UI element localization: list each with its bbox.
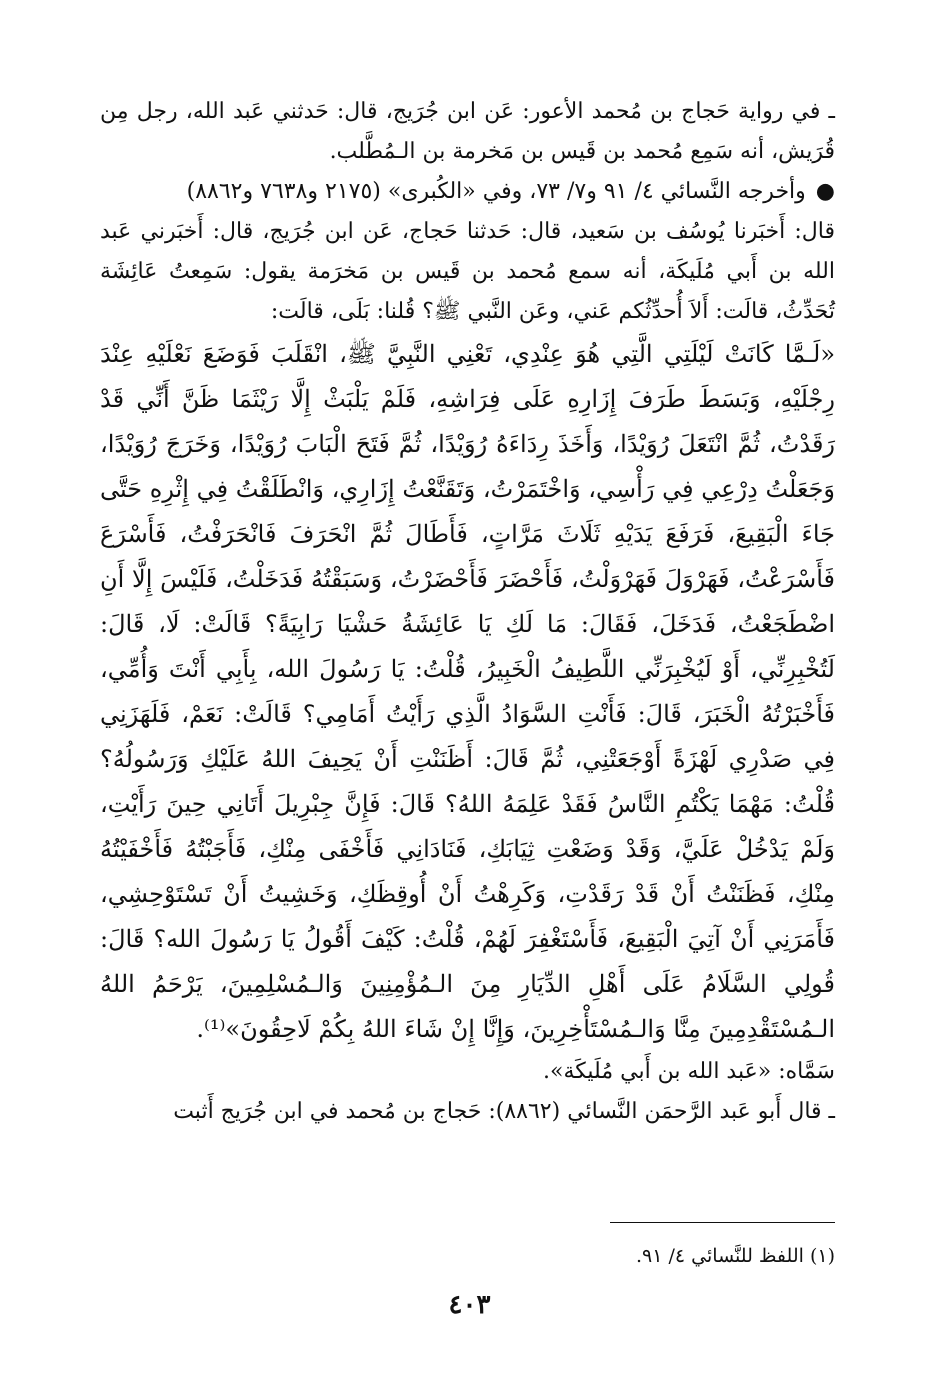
- paragraph-takhrij: [100, 172, 835, 212]
- riwaya-text: ـ في رواية حَجاج بن مُحمد الأعور: عَن ابن جُرَيج، قال: حَدثني عَبد الله، رجل مِن قُرَيش، أنه سَمِع مُحمد بن قَيس بن مَخرمة بن الـمُطَّلب.: [100, 99, 835, 164]
- main-text: [100, 92, 835, 1132]
- paragraph-qal-abu-abd: [100, 1092, 835, 1132]
- page-number: ٤٠٣: [448, 1290, 491, 1320]
- paragraph-matn: [100, 332, 835, 1052]
- bullet-icon: ●: [815, 179, 835, 204]
- matn-text: «لَـمَّا كَانَتْ لَيْلَتِي الَّتِي هُوَ عِنْدِي، تَعْنِي النَّبِيَّ ﷺ، انْقَلَبَ فَوَضَعَ نَعْلَيْهِ عِنْدَ رِجْلَيْهِ، وَبَسَطَ طَرَفَ إِزَارِهِ عَلَى فِرَاشِهِ، فَلَمْ يَلْبَثْ إِلَّا رَيْثَمَا ظَنَّ أَنِّي قَدْ رَقَدْتُ، ثُمَّ انْتَعَلَ رُوَيْدًا، وَأَخَذَ رِدَاءَهُ رُوَيْدًا، ثُمَّ فَتَحَ الْبَابَ رُوَيْدًا، وَخَرَجَ رُوَيْدًا، وَجَعَلْتُ دِرْعِي فِي رَأْسِي، وَاخْتَمَرْتُ، وَتَقَنَّعْتُ إِزَارِي، وَانْطَلَقْتُ فِي إِثْرِهِ حَتَّى جَاءَ الْبَقِيعَ، فَرَفَعَ يَدَيْهِ ثَلَاثَ مَرَّاتٍ، فَأَطَالَ ثُمَّ انْحَرَفَ فَانْحَرَفْتُ، فَأَسْرَعَ فَأَسْرَعْتُ، فَهَرْوَلَ فَهَرْوَلْتُ، فَأَحْضَرَ فَأَحْضَرْتُ، وَسَبَقْتُهُ فَدَخَلْتُ، فَلَيْسَ إِلَّا أَنِ اضْطَجَعْتُ، فَدَخَلَ، فَقَالَ: مَا لَكِ يَا عَائِشَةُ حَشْيَا رَابِيَةً؟ قَالَتْ: لَا، قَالَ: لَتُخْبِرِنِّي، أَوْ لَيُخْبِرَنِّي اللَّطِيفُ الْخَبِيرُ، قُلْتُ: يَا رَسُولَ الله، بِأَبِي أَنْتَ وَأُمِّي، فَأَخْبَرْتُهُ الْخَبَرَ، قَالَ: فَأَنْتِ السَّوَادُ الَّذِي رَأَيْتُ أَمَامِي؟ قَالَتْ: نَعَمْ، فَلَهَزَنِي فِي صَدْرِي لَهْزَةً أَوْجَعَتْنِي، ثُمَّ قَالَ: أَظَنَنْتِ أَنْ يَحِيفَ اللهُ عَلَيْكِ وَرَسُولُهُ؟ قُلْتُ: مَهْمَا يَكْتُمِ النَّاسُ فَقَدْ عَلِمَهُ اللهُ؟ قَالَ: فَإِنَّ جِبْرِيلَ أَتَانِي حِينَ رَأَيْتِ، وَلَمْ يَدْخُلْ عَلَيَّ، وَقَدْ وَضَعْتِ ثِيَابَكِ، فَنَادَانِي فَأَخْفَى مِنْكِ، فَأَجَبْتُهُ فَأَخْفَيْتُهُ مِنْكِ، فَظَنَنْتُ أَنْ قَدْ رَقَدْتِ، وَكَرِهْتُ أَنْ أُوقِظَكِ، وَخَشِيتُ أَنْ تَسْتَوْحِشِي، فَأَمَرَنِي أَنْ آتِيَ الْبَقِيعَ، فَأَسْتَغْفِرَ لَهُمْ، قُلْتُ: كَيْفَ أَقُولُ يَا رَسُولَ الله؟ قَالَ: قُولِي السَّلَامُ عَلَى أَهْلِ الدِّيَارِ مِنَ الـمُؤْمِنِينَ وَالـمُسْلِمِينَ، يَرْحَمُ اللهُ الـمُسْتَقْدِمِينَ مِنَّا وَالـمُسْتَأْخِرِينَ، وَإِنَّا إِنْ شَاءَ اللهُ بِكُمْ لَاحِقُونَ»⁽¹⁾.: [100, 340, 835, 1043]
- paragraph-riwaya: [100, 92, 835, 172]
- paragraph-isnad: [100, 212, 835, 332]
- qal-abu-abd-text: ـ قال أَبو عَبد الرَّحمَن النَّسائي (٨٨٦٢): حَجاج بن مُحمد في ابن جُرَيج أَثبت: [173, 1099, 835, 1124]
- footnote-divider: [610, 1222, 835, 1223]
- takhrij-text: وأخرجه النَّسائي ٤/ ٩١ و٧/ ٧٣، وفي «الكُبرى» (٢١٧٥ و٧٦٣٨ و٨٨٦٢): [186, 179, 806, 204]
- footnote: (١) اللفظ للنَّسائي ٤/ ٩١.: [636, 1245, 835, 1267]
- sammah-text: سَمَّاه: «عَبد الله بن أَبي مُلَيكَة».: [543, 1059, 835, 1084]
- isnad-text: قال: أَخبَرنا يُوسُف بن سَعيد، قال: حَدثنا حَجاج، عَن ابن جُرَيج، قال: أَخبَرني عَبد الله بن أَبي مُلَيكَة، أنه سمع مُحمد بن قَيس بن مَخرَمة يقول: سَمِعتُ عَائِشَة تُحَدِّثُ، قالَت: أَلاَ أُحدِّثُكم عَني، وعَن النَّبي ﷺ؟ قُلنا: بَلَى، قالَت:: [100, 219, 835, 324]
- paragraph-sammah: [100, 1052, 835, 1092]
